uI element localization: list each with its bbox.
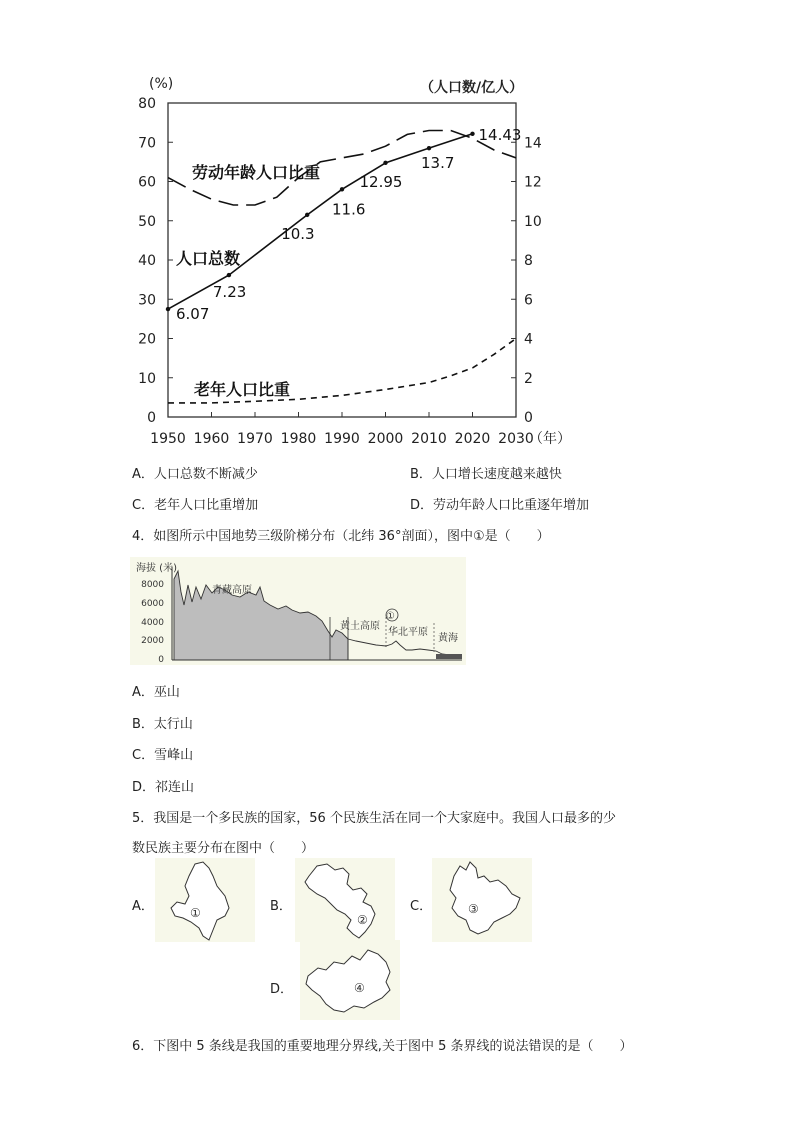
q4-option-b[interactable]: [132, 713, 193, 732]
profile-y-tick: 0: [158, 655, 164, 665]
profile-y-tick: 8000: [141, 580, 164, 590]
option-text: 人口增长速度越来越快: [431, 467, 562, 482]
province-map-1[interactable]: [155, 858, 255, 942]
terrain-profile-figure: [130, 557, 466, 665]
q3-option-c[interactable]: [132, 494, 258, 513]
left-tick-label: 80: [138, 96, 156, 112]
left-tick-label: 70: [138, 135, 156, 152]
option-letter: C．: [410, 899, 433, 914]
right-tick-label: 10: [524, 213, 542, 230]
q5-stem-line-1: 5．我国是一个多民族的国家，56 个民族生活在同一个大家庭中。我国人口最多的少: [132, 811, 616, 826]
q4-option-a[interactable]: [132, 681, 180, 700]
province-mark-1: ①: [190, 906, 201, 920]
right-tick-label: 6: [524, 292, 533, 309]
right-tick-label: 8: [524, 253, 533, 269]
q3-option-d[interactable]: [410, 494, 589, 513]
left-tick-label: 10: [138, 370, 156, 387]
data-label: 6.07: [176, 305, 210, 324]
option-letter: C．: [132, 498, 155, 513]
data-label: 10.3: [281, 224, 315, 243]
series-name-label: 老年人口比重: [194, 380, 291, 399]
option-letter: D．: [132, 780, 156, 795]
profile-y-axis-title: 海拔 (米): [136, 563, 177, 574]
data-label: 14.43: [478, 125, 522, 144]
option-letter: D．: [270, 982, 294, 997]
option-letter: D．: [410, 498, 434, 513]
option-letter: B．: [410, 467, 432, 482]
data-label: 13.7: [421, 154, 455, 173]
option-text: 太行山: [153, 717, 193, 732]
option-text: 雪峰山: [154, 748, 194, 763]
label-north-china-plain: 华北平原: [388, 627, 428, 638]
right-axis-unit: （人口数/亿人）: [420, 80, 524, 96]
data-point: [166, 307, 170, 311]
series-name-label: 劳动年龄人口比重: [192, 163, 321, 182]
profile-y-tick: 2000: [141, 636, 164, 646]
data-point: [427, 146, 431, 150]
x-tick-label: 2020: [454, 431, 491, 447]
label-marker-1: ①: [386, 611, 395, 622]
x-tick-label: 1980: [280, 431, 317, 447]
x-axis-unit: （年）: [529, 431, 571, 447]
yellow-sea-water: [436, 654, 462, 659]
data-point: [340, 187, 344, 191]
left-tick-label: 50: [138, 213, 156, 230]
left-tick-label: 40: [138, 253, 156, 269]
option-letter: A．: [132, 899, 154, 914]
data-label: 7.23: [212, 283, 247, 302]
left-tick-label: 60: [138, 174, 156, 191]
option-letter: B．: [132, 717, 154, 732]
option-text: 人口总数不断减少: [153, 467, 258, 482]
q5-option-c[interactable]: [410, 895, 432, 914]
option-text: 祁连山: [155, 780, 195, 795]
q3-option-a[interactable]: [132, 463, 258, 482]
q4-option-d[interactable]: [132, 776, 194, 795]
data-point: [470, 132, 474, 136]
label-qinghai-tibet-plateau: 青藏高原: [212, 585, 252, 596]
province-mark-3: ③: [468, 902, 479, 916]
province-mark-4: ④: [354, 981, 365, 995]
population-chart: [0, 0, 794, 460]
x-tick-label: 1990: [324, 431, 360, 447]
data-label: 12.95: [359, 172, 403, 191]
profile-y-tick: 6000: [141, 599, 164, 609]
label-yellow-sea: 黄海: [438, 633, 458, 644]
q3-option-b[interactable]: [410, 463, 562, 482]
data-label: 11.6: [332, 200, 366, 219]
left-tick-label: 30: [138, 292, 156, 309]
series-name-label: 人口总数: [176, 249, 241, 268]
q6-stem: 6．下图中 5 条线是我国的重要地理分界线,关于图中 5 条界线的说法错误的是（ ）: [132, 1039, 633, 1054]
right-tick-label: 0: [524, 410, 533, 426]
option-letter: B．: [270, 899, 292, 914]
province-map-4[interactable]: [300, 940, 400, 1020]
label-loess-plateau: 黄土高原: [340, 621, 380, 632]
right-tick-label: 4: [524, 331, 533, 348]
data-point: [227, 273, 231, 277]
x-tick-label: 1950: [150, 431, 186, 447]
option-letter: C．: [132, 748, 155, 763]
q5-stem-line-2: 数民族主要分布在图中（ ）: [132, 841, 315, 856]
q5-option-a[interactable]: [132, 895, 154, 914]
data-point: [383, 161, 387, 165]
option-text: 老年人口比重增加: [154, 498, 259, 513]
profile-y-tick: 4000: [141, 618, 164, 628]
x-tick-label: 1970: [237, 431, 273, 447]
right-tick-label: 12: [524, 174, 542, 191]
option-text: 劳动年龄人口比重逐年增加: [433, 498, 590, 513]
right-tick-label: 14: [524, 135, 542, 152]
option-text: 巫山: [153, 685, 180, 700]
q4-option-c[interactable]: [132, 744, 193, 763]
option-letter: A．: [132, 467, 154, 482]
province-mark-2: ②: [357, 913, 368, 927]
x-tick-label: 2010: [411, 431, 447, 447]
data-point: [305, 213, 309, 217]
left-axis-unit: (%): [149, 76, 174, 92]
x-tick-label: 2000: [367, 431, 404, 447]
province-map-2[interactable]: [295, 858, 395, 942]
x-tick-label: 2030: [498, 431, 534, 447]
q5-option-d[interactable]: [270, 978, 293, 997]
q4-stem: 4．如图所示中国地势三级阶梯分布（北纬 36°剖面），图中①是（ ）: [132, 529, 550, 544]
left-tick-label: 20: [138, 331, 156, 348]
left-tick-label: 0: [147, 410, 156, 426]
x-tick-label: 1960: [193, 431, 230, 447]
q5-option-b[interactable]: [270, 895, 292, 914]
right-tick-label: 2: [524, 370, 533, 387]
province-map-3[interactable]: [432, 858, 532, 942]
option-letter: A．: [132, 685, 154, 700]
